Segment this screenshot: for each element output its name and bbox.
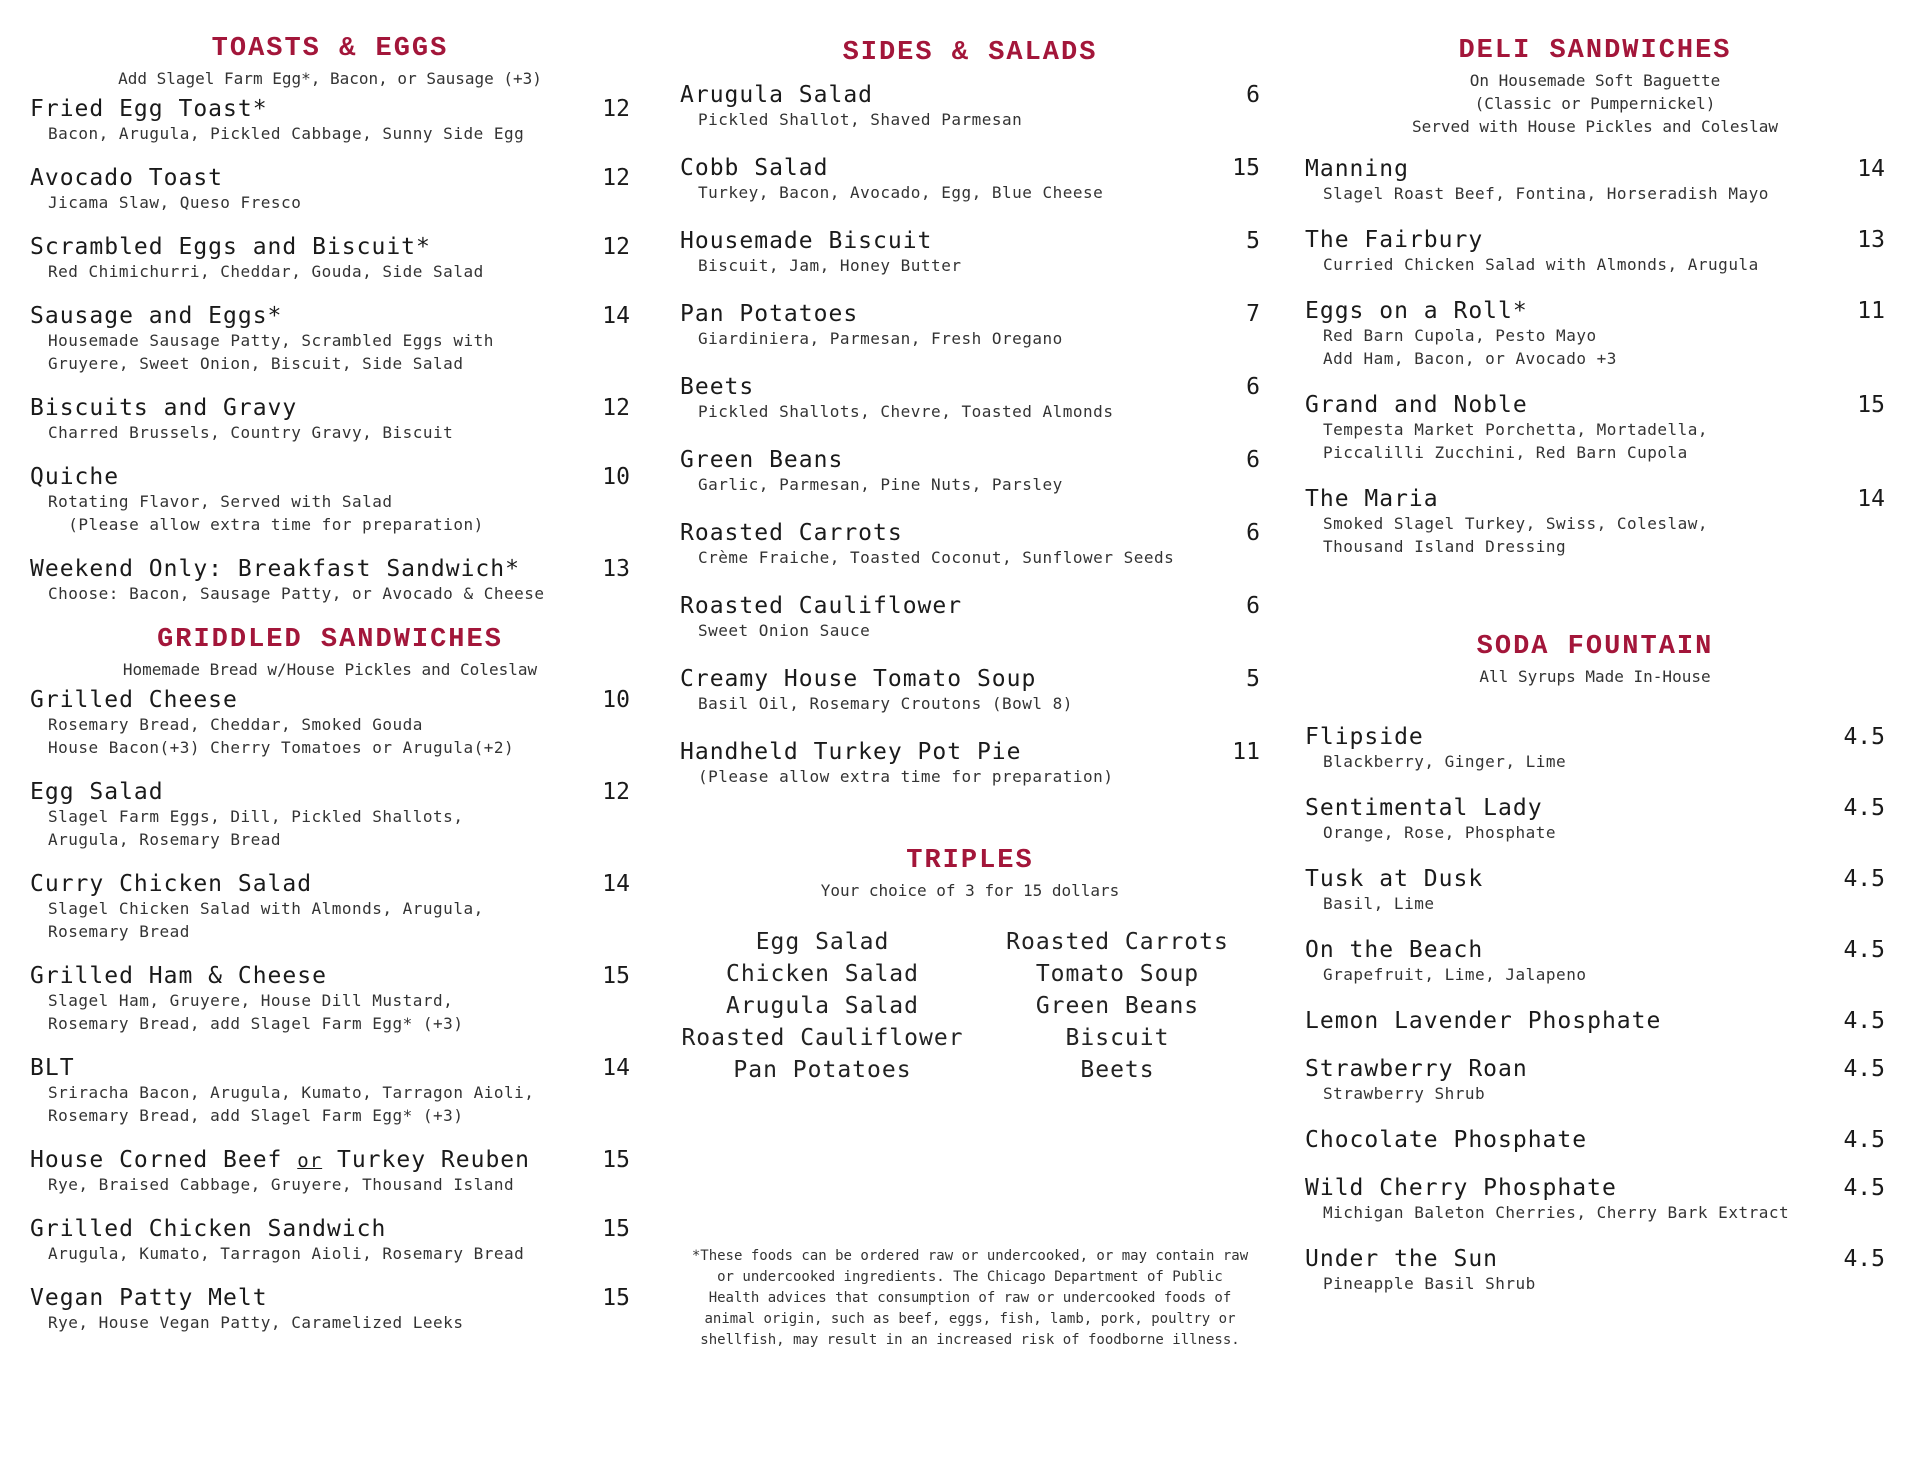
menu-item-row [30, 556, 630, 582]
menu-item-row [30, 1216, 630, 1242]
section-subtitle-1: On Housemade Soft Baguette [1469, 71, 1721, 90]
triples-option: Green Beans [1035, 993, 1200, 1019]
menu-item-name-part: House Corned Beef [30, 1147, 298, 1173]
menu-item-description: Sweet Onion Sauce [698, 621, 871, 640]
section-title-triples: TRIPLES [906, 846, 1034, 876]
menu-item [1305, 1056, 1885, 1105]
menu-item [30, 464, 630, 536]
menu-item-price: 14 [602, 1055, 630, 1081]
menu-item-description: Crème Fraiche, Toasted Coconut, Sunflower Seeds [698, 548, 1175, 567]
menu-item-row [680, 82, 1260, 108]
menu-item [1305, 866, 1885, 915]
menu-item [1305, 227, 1885, 276]
menu-item-row [1305, 298, 1885, 324]
menu-item-description: Basil, Lime [1323, 894, 1435, 913]
menu-item [680, 520, 1260, 569]
menu-item-name: Grilled Cheese [30, 687, 238, 713]
menu-item-description: Rosemary Bread [48, 922, 190, 941]
menu-item-name: Under the Sun [1305, 1246, 1499, 1272]
menu-item-name: Creamy House Tomato Soup [680, 666, 1037, 692]
triples-section [680, 846, 1260, 1086]
menu-item-description: Rosemary Bread, Cheddar, Smoked Gouda [48, 715, 423, 734]
menu-item-row [30, 963, 630, 989]
menu-item-row [1305, 156, 1885, 182]
menu-item-price: 4.5 [1843, 724, 1885, 750]
menu-item-row [30, 464, 630, 490]
menu-item-price: 6 [1246, 82, 1260, 108]
griddled-list [30, 687, 630, 1334]
menu-item-name: Vegan Patty Melt [30, 1285, 268, 1311]
menu-item [1305, 937, 1885, 986]
menu-item [30, 1147, 630, 1196]
menu-item [1305, 1127, 1885, 1153]
menu-item [1305, 795, 1885, 844]
menu-item-row [680, 447, 1260, 473]
menu-item-row [1305, 1008, 1885, 1034]
menu-item-row [1305, 1056, 1885, 1082]
menu-item-row [680, 520, 1260, 546]
menu-item-row [680, 228, 1260, 254]
menu-item [30, 1055, 630, 1127]
menu-item-row [30, 96, 630, 122]
menu-item-price: 4.5 [1843, 1008, 1885, 1034]
section-title-griddled: GRIDDLED SANDWICHES [157, 625, 503, 655]
menu-item-description: (Please allow extra time for preparation) [48, 515, 484, 534]
menu-item-description: Rye, Braised Cabbage, Gruyere, Thousand Island [48, 1175, 515, 1194]
menu-item [680, 447, 1260, 496]
menu-item-price: 15 [602, 1216, 630, 1242]
menu-item-name: Tusk at Dusk [1305, 866, 1484, 892]
menu-item-row [1305, 1127, 1885, 1153]
menu-item-price: 4.5 [1843, 866, 1885, 892]
menu-item [30, 779, 630, 851]
menu-item-name: Housemade Biscuit [680, 228, 933, 254]
section-subtitle-2: (Classic or Pumpernickel) [1474, 94, 1716, 113]
menu-item [680, 82, 1260, 131]
section-title-sides: SIDES & SALADS [842, 38, 1098, 68]
triples-option: Roasted Carrots [1006, 929, 1229, 955]
menu-item-description: Red Barn Cupola, Pesto Mayo [1323, 326, 1597, 345]
menu-item-name: Cobb Salad [680, 155, 829, 181]
menu-item-name: Scrambled Eggs and Biscuit* [30, 234, 431, 260]
soda-list [1305, 724, 1885, 1295]
menu-item-name-or: or [297, 1150, 323, 1172]
menu-item-row [680, 155, 1260, 181]
griddled-section [30, 625, 630, 1334]
menu-item-name: The Fairbury [1305, 227, 1484, 253]
menu-item-row [30, 395, 630, 421]
menu-item-description: Giardiniera, Parmesan, Fresh Oregano [698, 329, 1063, 348]
section-subtitle: Add Slagel Farm Egg*, Bacon, or Sausage (+3) [118, 69, 542, 88]
menu-item [30, 1216, 630, 1265]
menu-item-description: Rye, House Vegan Patty, Caramelized Leeks [48, 1313, 464, 1332]
menu-item-description: Charred Brussels, Country Gravy, Biscuit [48, 423, 454, 442]
menu-item [680, 666, 1260, 715]
sides-section [680, 38, 1260, 788]
menu-item-price: 5 [1246, 666, 1260, 692]
menu-item-name: Egg Salad [30, 779, 164, 805]
section-title-toasts-eggs: TOASTS & EGGS [211, 34, 449, 64]
menu-item-description: Red Chimichurri, Cheddar, Gouda, Side Salad [48, 262, 484, 281]
menu-item-price: 14 [602, 871, 630, 897]
menu-item-price: 5 [1246, 228, 1260, 254]
triples-option: Egg Salad [755, 929, 890, 955]
triples-option: Chicken Salad [725, 961, 919, 987]
menu-item-name: BLT [30, 1055, 75, 1081]
menu-item [680, 739, 1260, 788]
menu-item-row [30, 165, 630, 191]
menu-item-name: Grand and Noble [1305, 392, 1528, 418]
menu-item-name: On the Beach [1305, 937, 1484, 963]
menu-item-name: Chocolate Phosphate [1305, 1127, 1588, 1153]
deli-list [1305, 156, 1885, 558]
menu-item-row [680, 739, 1260, 765]
menu-item-description: Blackberry, Ginger, Lime [1323, 752, 1567, 771]
menu-item-description: Arugula, Rosemary Bread [48, 830, 282, 849]
menu-item [30, 234, 630, 283]
menu-item [1305, 156, 1885, 205]
menu-item-row [1305, 392, 1885, 418]
menu-item-price: 7 [1246, 301, 1260, 327]
menu-item-row [30, 234, 630, 260]
menu-item-description: Thousand Island Dressing [1323, 537, 1567, 556]
menu-item [30, 687, 630, 759]
menu-item-name: Fried Egg Toast* [30, 96, 268, 122]
menu-item-name: Flipside [1305, 724, 1424, 750]
menu-item-description: Slagel Farm Eggs, Dill, Pickled Shallots, [48, 807, 464, 826]
menu-item [1305, 486, 1885, 558]
menu-item-description: Strawberry Shrub [1323, 1084, 1486, 1103]
menu-item [1305, 724, 1885, 773]
section-title-deli: DELI SANDWICHES [1458, 36, 1732, 66]
menu-item-description: Smoked Slagel Turkey, Swiss, Coleslaw, [1323, 514, 1709, 533]
menu-item-description: Rosemary Bread, add Slagel Farm Egg* (+3) [48, 1014, 464, 1033]
menu-item-name: Biscuits and Gravy [30, 395, 298, 421]
menu-item-price: 4.5 [1843, 1246, 1885, 1272]
menu-item [30, 1285, 630, 1334]
menu-item-price: 12 [602, 165, 630, 191]
menu-item-name: Grilled Ham & Cheese [30, 963, 327, 989]
menu-item-description: Housemade Sausage Patty, Scrambled Eggs with [48, 331, 494, 350]
menu-item-description: Bacon, Arugula, Pickled Cabbage, Sunny Side Egg [48, 124, 525, 143]
menu-item-name: Eggs on a Roll* [1305, 298, 1528, 324]
sides-list [680, 82, 1260, 788]
menu-item-row [1305, 1246, 1885, 1272]
menu-item-description: Pineapple Basil Shrub [1323, 1274, 1536, 1293]
triples-option: Beets [1080, 1057, 1155, 1083]
menu-item-name: Strawberry Roan [1305, 1056, 1528, 1082]
menu-item-price: 14 [1857, 486, 1885, 512]
menu-item-row [1305, 1175, 1885, 1201]
menu-item-row [30, 871, 630, 897]
menu-item-price: 13 [1857, 227, 1885, 253]
menu-item-description: Arugula, Kumato, Tarragon Aioli, Rosemary Bread [48, 1244, 525, 1263]
menu-item-description: Piccalilli Zucchini, Red Barn Cupola [1323, 443, 1688, 462]
menu-item-row [30, 303, 630, 329]
menu-item-price: 14 [1857, 156, 1885, 182]
triples-grid [680, 926, 1260, 1086]
menu-item-name: Arugula Salad [680, 82, 874, 108]
menu-item [30, 963, 630, 1035]
menu-item [30, 165, 630, 214]
menu-item-name: Weekend Only: Breakfast Sandwich* [30, 556, 520, 582]
menu-item-price: 14 [602, 303, 630, 329]
triples-option: Tomato Soup [1035, 961, 1200, 987]
menu-item-name: Roasted Cauliflower [680, 593, 963, 619]
menu-item-price: 6 [1246, 447, 1260, 473]
menu-item [30, 871, 630, 943]
menu-item-price: 4.5 [1843, 1056, 1885, 1082]
menu-item-name: The Maria [1305, 486, 1439, 512]
menu-item-row [1305, 486, 1885, 512]
menu-item-row [30, 687, 630, 713]
menu-item-row [1305, 866, 1885, 892]
menu-item-row [30, 1147, 630, 1173]
menu-item-row [1305, 227, 1885, 253]
menu-item-name: Beets [680, 374, 755, 400]
menu-item-row [1305, 724, 1885, 750]
menu-item-description: Jicama Slaw, Queso Fresco [48, 193, 302, 212]
menu-item-name: Quiche [30, 464, 120, 490]
menu-item-row [1305, 937, 1885, 963]
menu-item-price: 15 [602, 1285, 630, 1311]
menu-item-price: 15 [1232, 155, 1260, 181]
menu-item [680, 228, 1260, 277]
menu-item-name: Lemon Lavender Phosphate [1305, 1008, 1662, 1034]
menu-item [30, 395, 630, 444]
menu-item-description: Choose: Bacon, Sausage Patty, or Avocado & Cheese [48, 584, 545, 603]
menu-item [1305, 1175, 1885, 1224]
menu-item-description: Grapefruit, Lime, Jalapeno [1323, 965, 1587, 984]
menu-item [30, 303, 630, 375]
menu-item-name: Green Beans [680, 447, 844, 473]
left-column [30, 0, 630, 1354]
footnote-section [680, 1246, 1260, 1351]
menu-item-price: 10 [602, 464, 630, 490]
right-column [1305, 0, 1885, 1317]
menu-item-price: 12 [602, 395, 630, 421]
menu-item-name: Sausage and Eggs* [30, 303, 283, 329]
triples-option: Roasted Cauliflower [681, 1025, 964, 1051]
menu-item-name: Grilled Chicken Sandwich [30, 1216, 387, 1242]
menu-item-description: House Bacon(+3) Cherry Tomatoes or Arugula(+2) [48, 738, 515, 757]
menu-item-description: Add Ham, Bacon, or Avocado +3 [1323, 349, 1617, 368]
menu-item-price: 6 [1246, 520, 1260, 546]
section-subtitle: Your choice of 3 for 15 dollars [820, 881, 1120, 900]
menu-item-description: Biscuit, Jam, Honey Butter [698, 256, 962, 275]
menu-item-price: 15 [1857, 392, 1885, 418]
menu-item-row [30, 1055, 630, 1081]
menu-item-price: 12 [602, 779, 630, 805]
soda-section [1305, 632, 1885, 1295]
triples-option: Arugula Salad [725, 993, 919, 1019]
menu-item-price: 10 [602, 687, 630, 713]
raw-food-disclaimer: *These foods can be ordered raw or undercooked, or may contain raw or undercooked ingredients. The Chicago Department of Public Health advices that consumption of raw or undercooked foods of animal origin, such as beef, eggs, fish, lamb, pork, poultry or shellfish, may result in an increased risk of foodborne illness. [691, 1248, 1249, 1348]
menu-item-name: Avocado Toast [30, 165, 224, 191]
menu-item [1305, 392, 1885, 464]
deli-section [1305, 36, 1885, 558]
menu-item-description: Pickled Shallots, Chevre, Toasted Almonds [698, 402, 1114, 421]
menu-item-description: Slagel Ham, Gruyere, House Dill Mustard, [48, 991, 454, 1010]
menu-item [1305, 1008, 1885, 1034]
section-subtitle: Homemade Bread w/House Pickles and Coleslaw [122, 660, 538, 679]
menu-item [1305, 1246, 1885, 1295]
menu-item-description: Rosemary Bread, add Slagel Farm Egg* (+3) [48, 1106, 464, 1125]
menu-item-description: (Please allow extra time for preparation) [698, 767, 1114, 786]
menu-item-price: 12 [602, 96, 630, 122]
menu-item-row [680, 666, 1260, 692]
triples-option: Pan Potatoes [733, 1057, 912, 1083]
menu-item [680, 374, 1260, 423]
menu-item-price: 4.5 [1843, 1175, 1885, 1201]
menu-item [680, 155, 1260, 204]
menu-item-description: Curried Chicken Salad with Almonds, Arugula [1323, 255, 1759, 274]
menu-item-price: 6 [1246, 374, 1260, 400]
menu-item-description: Rotating Flavor, Served with Salad [48, 492, 393, 511]
menu-item [1305, 298, 1885, 370]
menu-item-price: 11 [1232, 739, 1260, 765]
menu-item-price: 4.5 [1843, 795, 1885, 821]
menu-item-price: 4.5 [1843, 937, 1885, 963]
menu-item [30, 556, 630, 605]
menu-item-price: 4.5 [1843, 1127, 1885, 1153]
menu-item-description: Tempesta Market Porchetta, Mortadella, [1323, 420, 1709, 439]
toasts-eggs-list [30, 96, 630, 605]
menu-item-description: Basil Oil, Rosemary Croutons (Bowl 8) [698, 694, 1073, 713]
section-subtitle-3: Served with House Pickles and Coleslaw [1411, 117, 1779, 136]
menu-item-row [30, 779, 630, 805]
triples-right-list [975, 926, 1260, 1086]
menu-item-row [1305, 795, 1885, 821]
menu-item-description: Gruyere, Sweet Onion, Biscuit, Side Salad [48, 354, 464, 373]
menu-item-description: Michigan Baleton Cherries, Cherry Bark Extract [1323, 1203, 1790, 1222]
section-subtitle: All Syrups Made In-House [1479, 667, 1711, 686]
menu-item-description: Sriracha Bacon, Arugula, Kumato, Tarragon Aioli, [48, 1083, 535, 1102]
menu-item-row [680, 301, 1260, 327]
menu-item-name: Wild Cherry Phosphate [1305, 1175, 1617, 1201]
menu-item-name: Handheld Turkey Pot Pie [680, 739, 1022, 765]
menu-item-name-part: Turkey Reuben [322, 1147, 531, 1173]
menu-item-name: Roasted Carrots [680, 520, 903, 546]
menu-item-row [680, 374, 1260, 400]
menu-item-description: Slagel Chicken Salad with Almonds, Arugula, [48, 899, 484, 918]
triples-left-list [680, 926, 965, 1086]
menu-item-description: Pickled Shallot, Shaved Parmesan [698, 110, 1023, 129]
menu-item-price: 6 [1246, 593, 1260, 619]
menu-item-name: Curry Chicken Salad [30, 871, 313, 897]
menu-item [680, 301, 1260, 350]
menu-item-description: Slagel Roast Beef, Fontina, Horseradish Mayo [1323, 184, 1769, 203]
menu-item-price: 12 [602, 234, 630, 260]
menu-item-name [30, 1147, 530, 1173]
middle-column [680, 0, 1260, 1351]
menu-item [680, 593, 1260, 642]
menu-item-price: 13 [602, 556, 630, 582]
menu-item-row [30, 1285, 630, 1311]
menu-item-name: Sentimental Lady [1305, 795, 1543, 821]
section-title-soda: SODA FOUNTAIN [1476, 632, 1714, 662]
menu-item-name: Manning [1305, 156, 1409, 182]
menu-item-price: 11 [1857, 298, 1885, 324]
menu-item-price: 15 [602, 1147, 630, 1173]
menu-item [30, 96, 630, 145]
menu-item-row [680, 593, 1260, 619]
menu-item-description: Turkey, Bacon, Avocado, Egg, Blue Cheese [698, 183, 1104, 202]
triples-option: Biscuit [1065, 1025, 1170, 1051]
menu-item-name: Pan Potatoes [680, 301, 859, 327]
menu-item-price: 15 [602, 963, 630, 989]
menu-item-description: Orange, Rose, Phosphate [1323, 823, 1557, 842]
menu-item-description: Garlic, Parmesan, Pine Nuts, Parsley [698, 475, 1063, 494]
toasts-eggs-section [30, 34, 630, 605]
